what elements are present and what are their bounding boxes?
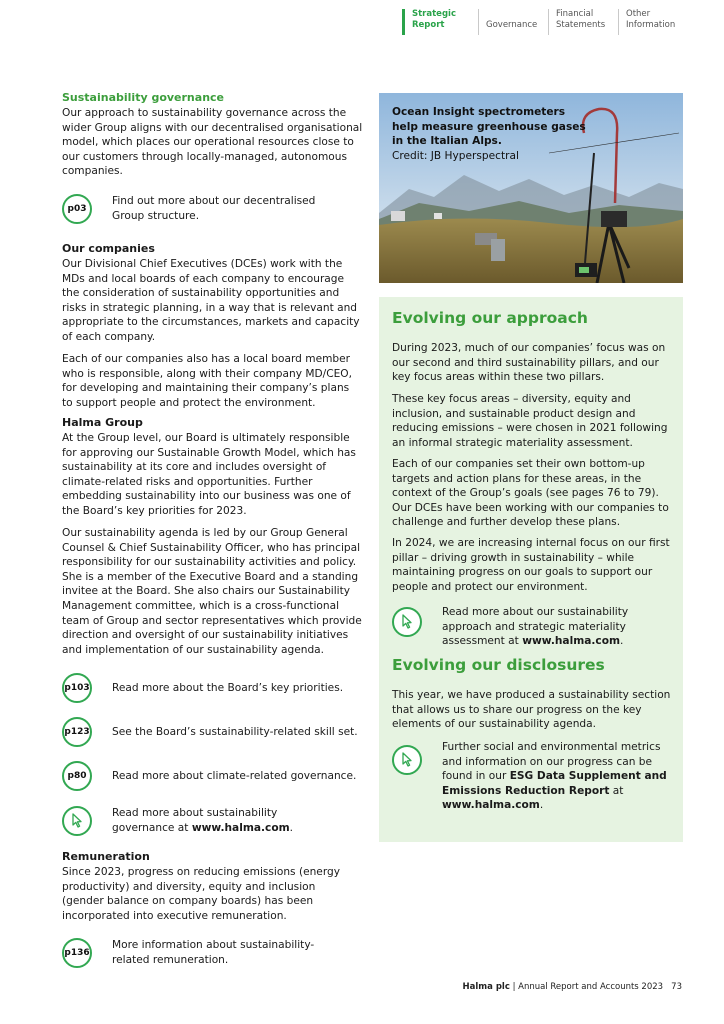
tab-governance-label: Governance xyxy=(486,19,538,30)
halma-link[interactable]: www.halma.com xyxy=(191,822,290,834)
ref-text: Read more about sustainability governance at www.halma.com. xyxy=(112,807,294,834)
page-ref-badge: p103 xyxy=(62,673,92,703)
ref-text: Read more about the Board’s key priorities. xyxy=(112,681,344,694)
at-text: at xyxy=(609,784,624,797)
cursor-icon xyxy=(400,752,414,768)
our-companies-text-2: Each of our companies also has a local board member who is responsible, along with their company MD/CEO, for developing and maintaining their company’s plans to support people and protect the environment. xyxy=(62,353,352,409)
page-footer xyxy=(463,982,682,992)
ref-p80[interactable] xyxy=(62,761,372,791)
halma-group-heading: Halma Group xyxy=(62,416,143,429)
ref-text: See the Board’s sustainability-related skill set. xyxy=(112,725,358,738)
ref-text: Read more about climate-related governance. xyxy=(112,769,357,782)
page-ref-badge: p80 xyxy=(62,761,92,791)
evolving-approach-heading: Evolving our approach xyxy=(392,309,588,327)
evolving-disclosures-p1: This year, we have produced a sustainability section that allows us to share our progress on the key elements of our sustainability agenda. xyxy=(392,689,671,731)
approach-ref-text[interactable]: Read more about our sustainability approach and strategic materiality assessment at www.halma.com. xyxy=(442,606,629,648)
photo-caption xyxy=(392,105,592,163)
emissions-reduction-report: Emissions Reduction Report xyxy=(442,784,610,797)
page-number: 73 xyxy=(671,982,682,992)
ref-text: More information about sustainability-related remuneration. xyxy=(112,939,315,966)
and-text: and xyxy=(640,770,667,783)
cursor-badge xyxy=(62,806,92,836)
disclosures-ref-text[interactable]: Further social and environmental metrics and information on our progress can be found in our ESG Data Supplement and Emissions Reduction Report at www.halma.com. xyxy=(442,741,667,812)
ref-p136[interactable] xyxy=(62,938,327,968)
page-ref-badge: p123 xyxy=(62,717,92,747)
evolving-approach-p4: In 2024, we are increasing internal focus on our first pillar – driving growth in sustainability – while maintaining progress on our goals to support our people and protect our environment. xyxy=(392,537,670,593)
our-companies-text-1: Our Divisional Chief Executives (DCEs) work with the MDs and local boards of each company to encourage the consideration of sustainability opportunities and risks in strategic planning, in a way that is relevant and appropriate to the circumstances, markets and capacity of each company. xyxy=(62,258,360,343)
halma-link[interactable]: www.halma.com xyxy=(442,799,540,812)
footer-report: Annual Report and Accounts 2023 xyxy=(518,982,664,992)
remuneration-text: Since 2023, progress on reducing emissions (energy productivity) and diversity, equity and inclusion (gender balance on company boards) has been incorporated into executive remuneration. xyxy=(62,866,340,922)
tab-strategic-line2: Report xyxy=(412,19,445,30)
disclosures-ref-copy: Further social and environmental metrics and information on our progress can be found in our xyxy=(442,741,661,783)
evolving-approach-p3: Each of our companies set their own bottom-up targets and action plans for these areas, in the context of the Group’s goals (see pages 76 to 79). Our DCEs have been working with our companies to challenge and further develop these plans. xyxy=(392,458,669,529)
evolving-approach-p1: During 2023, much of our companies’ focus was on our second and third sustainability pillars, and our key focus areas within these two pillars. xyxy=(392,342,666,384)
approach-ref-copy: Read more about our sustainability approach and strategic materiality assessment at xyxy=(442,606,629,648)
cursor-badge[interactable] xyxy=(392,607,422,637)
footer-separator: | xyxy=(509,982,519,992)
remuneration-heading: Remuneration xyxy=(62,850,150,863)
page-ref-badge: p03 xyxy=(62,194,92,224)
evolving-disclosures-heading: Evolving our disclosures xyxy=(392,656,605,674)
sustainability-governance-heading: Sustainability governance xyxy=(62,91,225,104)
tab-strategic-line1: Strategic xyxy=(412,9,456,19)
tab-financial-statements[interactable] xyxy=(548,9,618,35)
photo-caption-title: Ocean Insight spectrometers help measure greenhouse gases in the Italian Alps. xyxy=(392,106,586,148)
tab-other-line2: Information xyxy=(626,19,676,30)
ref-p123[interactable] xyxy=(62,717,372,747)
footer-brand: Halma plc xyxy=(462,982,510,992)
halma-group-text-1: At the Group level, our Board is ultimately responsible for approving our Sustainable Growth Model, which has sustainability at its core and includes oversight of climate-related risks and opportunities. Further embedding sustainability into our business was one of the Board’s key priorities for 2023. xyxy=(62,432,356,517)
halma-link[interactable]: www.halma.com xyxy=(522,635,621,648)
page-ref-badge: p136 xyxy=(62,938,92,968)
our-companies-heading: Our companies xyxy=(62,242,155,255)
tab-strategic-report[interactable] xyxy=(402,9,478,35)
tab-governance[interactable] xyxy=(478,9,548,35)
sustainability-governance-text: Our approach to sustainability governance across the wider Group aligns with our decentralised organisational model, which places our operational resources close to our customers through locally-managed, autonomous companies. xyxy=(62,107,363,178)
evolving-approach-p2: These key focus areas – diversity, equity and inclusion, and sustainable product design and reducing emissions – were chosen in 2021 following an informal strategic materiality assessment. xyxy=(392,393,668,449)
tab-other-information[interactable] xyxy=(618,9,693,35)
halma-group-text-2: Our sustainability agenda is led by our Group General Counsel & Chief Sustainability Officer, who has principal responsibility for our sustainability activities and policy. She is a member of the Executive Board and a standing invitee at the Board. She also chairs our Sustainability Management committee, which is a cross-functional team of Group and sector representatives which provide direction and oversight of our sustainability initiatives and implementation of our sustainability agenda. xyxy=(62,527,362,656)
tab-other-line1: Other xyxy=(626,9,651,19)
photo-alps-spectrometer xyxy=(379,93,683,283)
ref-text: Find out more about our decentralised Group structure. xyxy=(112,195,316,222)
cursor-icon xyxy=(70,813,84,829)
ref-web-text: Read more about sustainability governance at xyxy=(112,807,278,834)
tab-financial-line2: Statements xyxy=(556,19,606,30)
tab-financial-line1: Financial xyxy=(556,9,594,19)
ref-p03[interactable] xyxy=(62,194,332,224)
esg-data-supplement: ESG Data Supplement xyxy=(509,770,641,783)
cursor-icon xyxy=(400,614,414,630)
photo-credit: Credit: JB Hyperspectral xyxy=(392,149,519,162)
evolving-panel xyxy=(379,297,683,842)
cursor-badge[interactable] xyxy=(392,745,422,775)
ref-web-governance[interactable] xyxy=(62,806,312,836)
ref-p103[interactable] xyxy=(62,673,372,703)
